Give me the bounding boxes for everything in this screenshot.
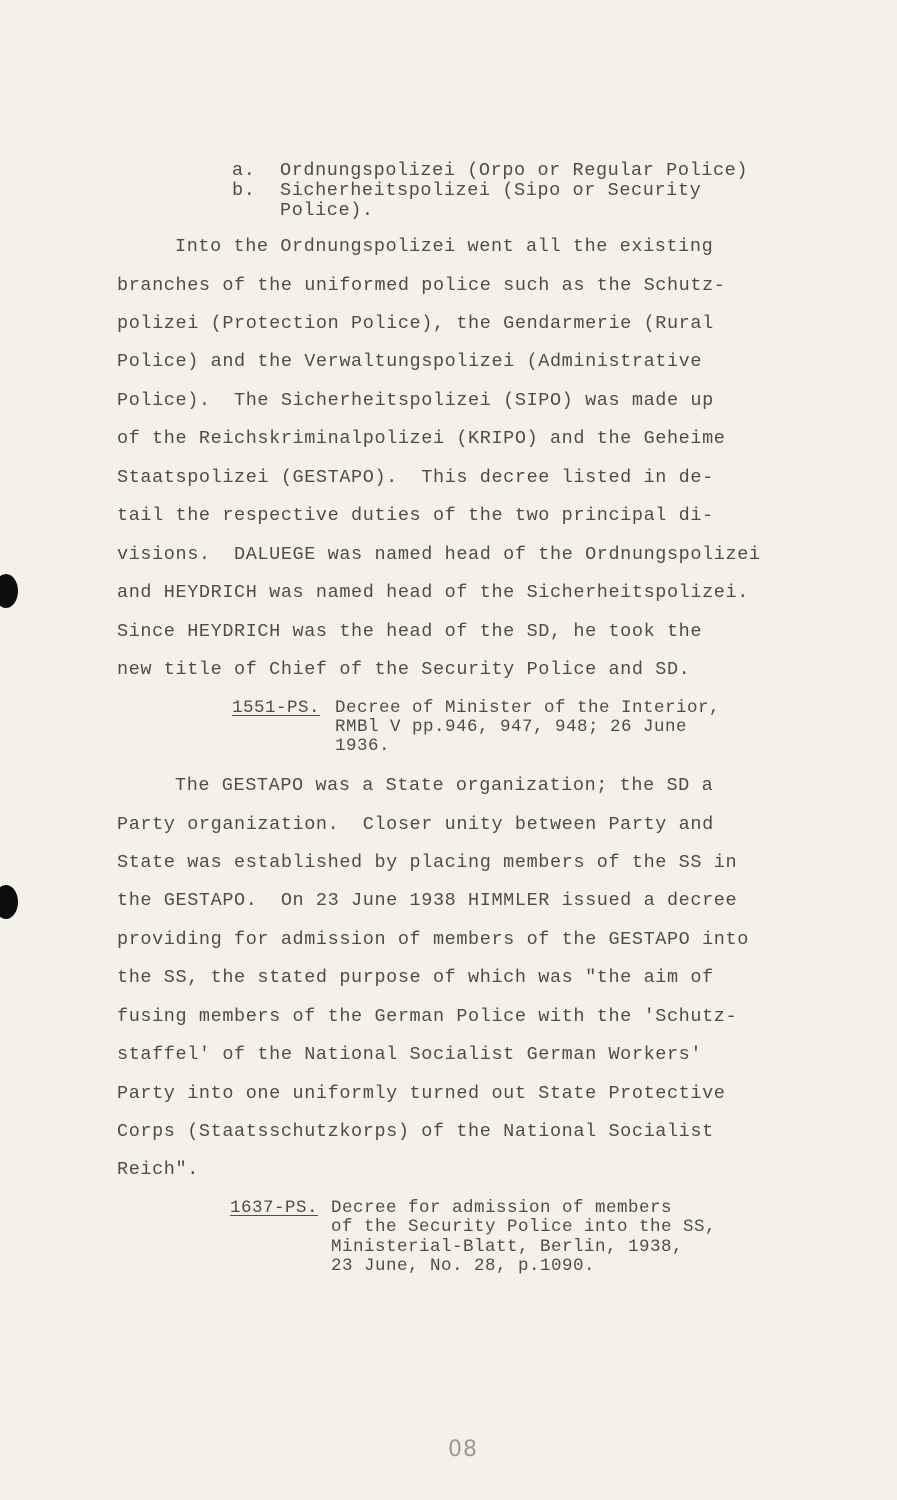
paragraph-line: branches of the uniformed police such as the Schutz-	[117, 275, 726, 296]
paragraph-line: State was established by placing members of the SS in	[117, 852, 738, 873]
paragraph-line: fusing members of the German Police with the 'Schutz-	[117, 1006, 738, 1027]
paragraph-line: visions. DALUEGE was named head of the Ordnungspolizei	[117, 544, 761, 565]
paragraph-line: Into the Ordnungspolizei went all the existing	[175, 236, 714, 257]
paragraph-line: The GESTAPO was a State organization; the SD a	[175, 775, 714, 796]
paragraph-line: tail the respective duties of the two principal di-	[117, 505, 714, 526]
paragraph-line: Since HEYDRICH was the head of the SD, he took the	[117, 621, 703, 642]
paragraph-line: Reich".	[117, 1159, 199, 1180]
paragraph-line: staffel' of the National Socialist German Workers'	[117, 1044, 703, 1065]
citation-line: Ministerial-Blatt, Berlin, 1938,	[331, 1237, 684, 1257]
paragraph-line: Corps (Staatsschutzkorps) of the National Socialist	[117, 1121, 714, 1142]
paragraph-line: Police). The Sicherheitspolizei (SIPO) was made up	[117, 390, 714, 411]
punch-hole	[0, 885, 18, 919]
paragraph-line: providing for admission of members of the GESTAPO into	[117, 929, 749, 950]
paragraph-line: the SS, the stated purpose of which was "the aim of	[117, 967, 714, 988]
citation-line: RMBl V pp.946, 947, 948; 26 June	[335, 717, 688, 737]
paragraph-line: of the Reichskriminalpolizei (KRIPO) and the Geheime	[117, 428, 726, 449]
paragraph-line: Party organization. Closer unity between Party and	[117, 814, 714, 835]
paragraph-line: Staatspolizei (GESTAPO). This decree listed in de-	[117, 467, 714, 488]
paragraph-line: the GESTAPO. On 23 June 1938 HIMMLER issued a decree	[117, 890, 738, 911]
citation-line: 1936.	[335, 736, 391, 756]
paragraph-line: Party into one uniformly turned out State Protective	[117, 1083, 726, 1104]
list-marker: b.	[232, 180, 256, 201]
citation-line: Decree of Minister of the Interior,	[335, 698, 721, 718]
citation-line: 23 June, No. 28, p.1090.	[331, 1256, 596, 1276]
paragraph-line: polizei (Protection Police), the Gendarmerie (Rural	[117, 313, 714, 334]
list-item-text: Police).	[280, 200, 374, 221]
citation-line: Decree for admission of members	[331, 1198, 673, 1218]
list-item-text: Sicherheitspolizei (Sipo or Security	[280, 180, 702, 201]
punch-hole	[0, 574, 18, 608]
paragraph-line: Police) and the Verwaltungspolizei (Administrative	[117, 351, 703, 372]
citation-line: of the Security Police into the SS,	[331, 1217, 717, 1237]
list-item-text: Ordnungspolizei (Orpo or Regular Police)	[280, 160, 749, 181]
paragraph-line: and HEYDRICH was named head of the Sicherheitspolizei.	[117, 582, 749, 603]
paragraph-line: new title of Chief of the Security Police and SD.	[117, 659, 691, 680]
page-number: 08	[448, 1437, 478, 1462]
document-reference: 1551-PS.	[232, 698, 321, 718]
document-reference: 1637-PS.	[230, 1198, 319, 1218]
list-marker: a.	[232, 160, 256, 181]
